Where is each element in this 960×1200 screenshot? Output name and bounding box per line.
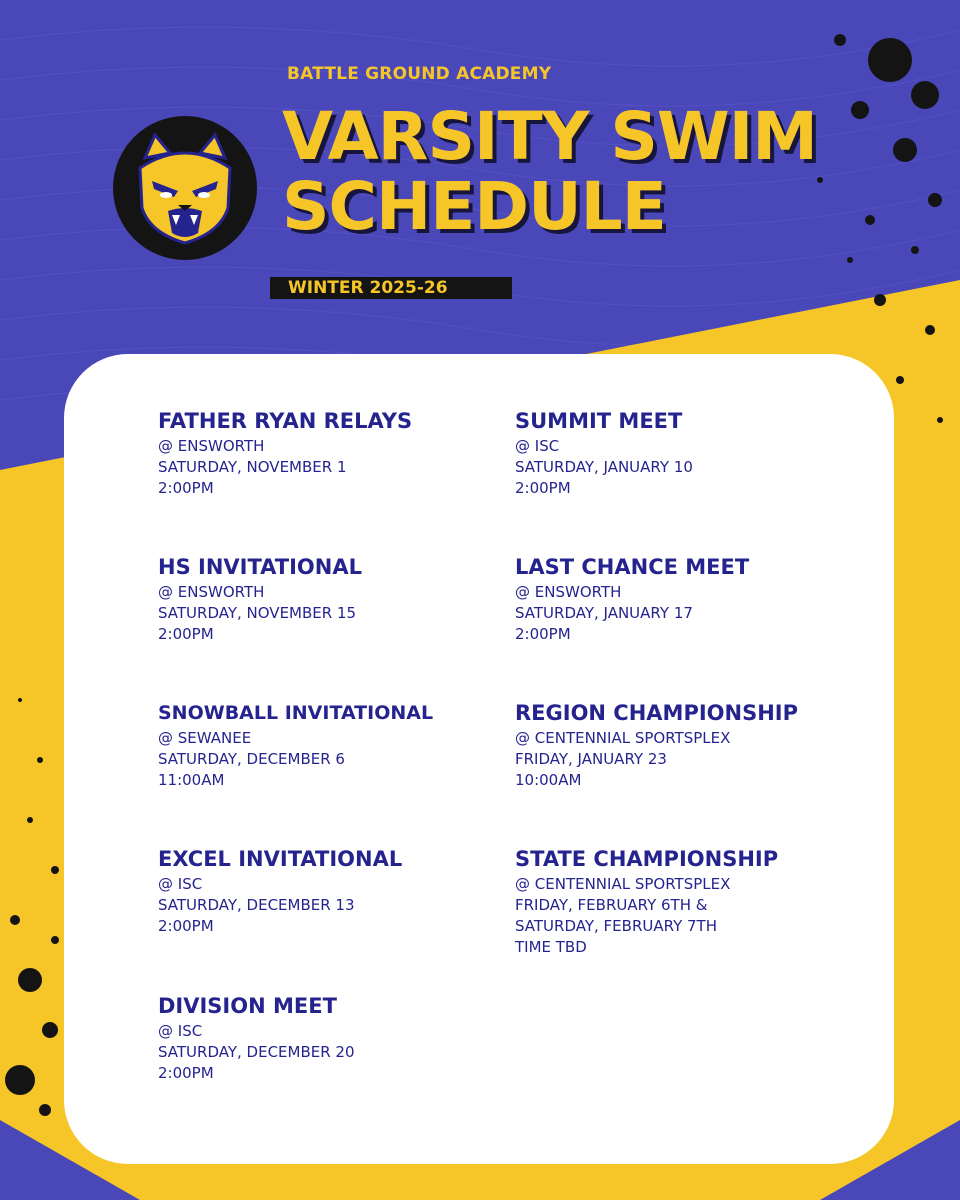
event-date: SATURDAY, NOVEMBER 1	[158, 458, 347, 476]
event-time: 2:00PM	[158, 917, 214, 935]
title-line-2: SCHEDULE	[282, 168, 666, 245]
season-label: WINTER 2025-26	[288, 278, 448, 298]
event-name: DIVISION MEET	[158, 994, 337, 1018]
event-date: SATURDAY, DECEMBER 6	[158, 750, 345, 768]
event-date: SATURDAY, NOVEMBER 15	[158, 604, 357, 622]
event-location: @ ENSWORTH	[158, 437, 265, 455]
event-date: FRIDAY, FEBRUARY 6TH &	[515, 896, 708, 914]
event-location: @ ISC	[158, 875, 203, 893]
event-date: SATURDAY, DECEMBER 20	[158, 1043, 355, 1061]
event-time: 2:00PM	[515, 479, 571, 497]
event-time: 10:00AM	[515, 771, 582, 789]
event-location: @ SEWANEE	[158, 729, 252, 747]
event-division-meet	[158, 993, 498, 1084]
event-last-chance-meet	[515, 554, 855, 645]
event-location: @ ENSWORTH	[515, 583, 622, 601]
event-time: 2:00PM	[158, 1064, 214, 1082]
event-state-championship	[515, 846, 855, 958]
event-region-championship	[515, 700, 855, 791]
school-name: BATTLE GROUND ACADEMY	[287, 64, 552, 84]
event-name: FATHER RYAN RELAYS	[158, 409, 413, 433]
title-line-1: VARSITY SWIM	[282, 98, 817, 175]
event-summit-meet	[515, 408, 855, 499]
event-name: HS INVITATIONAL	[158, 555, 362, 579]
event-location: @ ENSWORTH	[158, 583, 265, 601]
event-snowball-invitational	[158, 700, 498, 791]
event-father-ryan-relays	[158, 408, 498, 499]
event-excel-invitational	[158, 846, 498, 937]
event-name: STATE CHAMPIONSHIP	[515, 847, 779, 871]
event-time: 2:00PM	[515, 625, 571, 643]
event-date: SATURDAY, JANUARY 10	[515, 458, 693, 476]
event-date: SATURDAY, JANUARY 17	[515, 604, 693, 622]
event-time: 11:00AM	[158, 771, 225, 789]
event-hs-invitational	[158, 554, 498, 645]
event-time: 2:00PM	[158, 479, 214, 497]
event-name: REGION CHAMPIONSHIP	[515, 701, 798, 725]
event-date: SATURDAY, DECEMBER 13	[158, 896, 355, 914]
wildcat-mascot-icon	[110, 113, 260, 263]
event-date: FRIDAY, JANUARY 23	[515, 750, 667, 768]
event-name: SNOWBALL INVITATIONAL	[158, 702, 434, 724]
event-time: TIME TBD	[515, 938, 587, 956]
event-name: LAST CHANCE MEET	[515, 555, 750, 579]
event-location: @ CENTENNIAL SPORTSPLEX	[515, 729, 731, 747]
event-location: @ ISC	[158, 1022, 203, 1040]
page-title	[282, 98, 817, 245]
event-name: EXCEL INVITATIONAL	[158, 847, 403, 871]
event-date-2: SATURDAY, FEBRUARY 7TH	[515, 917, 717, 935]
event-location: @ CENTENNIAL SPORTSPLEX	[515, 875, 731, 893]
event-time: 2:00PM	[158, 625, 214, 643]
event-name: SUMMIT MEET	[515, 409, 683, 433]
event-location: @ ISC	[515, 437, 560, 455]
